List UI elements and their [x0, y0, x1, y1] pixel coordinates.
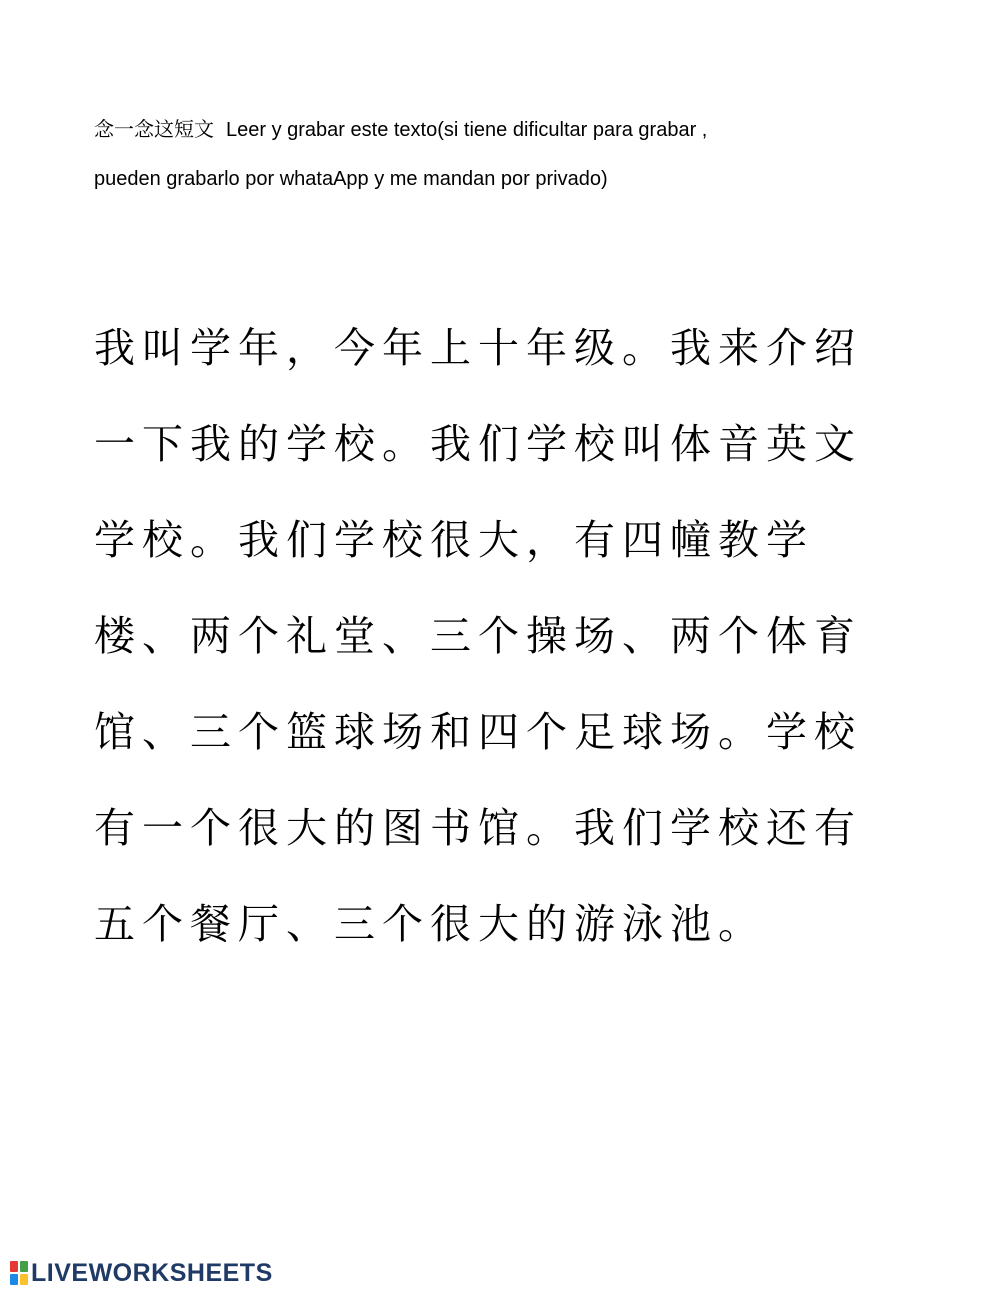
- logo-blocks-icon: [10, 1261, 28, 1285]
- passage-line-6: 有一个很大的图书馆。我们学校还有: [94, 804, 862, 852]
- passage-line-7: 五个餐厅、三个很大的游泳池。: [94, 900, 766, 948]
- passage-line-2: 一下我的学校。我们学校叫体音英文: [94, 420, 862, 468]
- logo-wordmark: LIVEWORKSHEETS: [31, 1258, 273, 1287]
- passage-line-4: 楼、两个礼堂、三个操场、两个体育: [94, 612, 862, 660]
- reading-passage: [94, 300, 904, 972]
- passage-line-5: 馆、三个篮球场和四个足球场。学校: [94, 708, 862, 756]
- logo-block-red: [10, 1261, 18, 1272]
- passage-line-1: 我叫学年，今年上十年级。我来介绍: [94, 324, 862, 372]
- liveworksheets-logo[interactable]: [10, 1258, 273, 1288]
- logo-block-yellow: [20, 1274, 28, 1285]
- instruction-chinese: 念一念这短文: [94, 117, 214, 141]
- logo-block-green: [20, 1261, 28, 1272]
- passage-line-3: 学校。我们学校很大，有四幢教学: [94, 516, 814, 564]
- instruction-spanish-1: Leer y grabar este texto(si tiene dificultar para grabar ,: [226, 119, 708, 141]
- instruction-line-1: [94, 105, 914, 155]
- logo-block-blue: [10, 1274, 18, 1285]
- instruction-line-2: pueden grabarlo por whataApp y me mandan por privado): [94, 168, 608, 190]
- instruction-text: [94, 105, 914, 204]
